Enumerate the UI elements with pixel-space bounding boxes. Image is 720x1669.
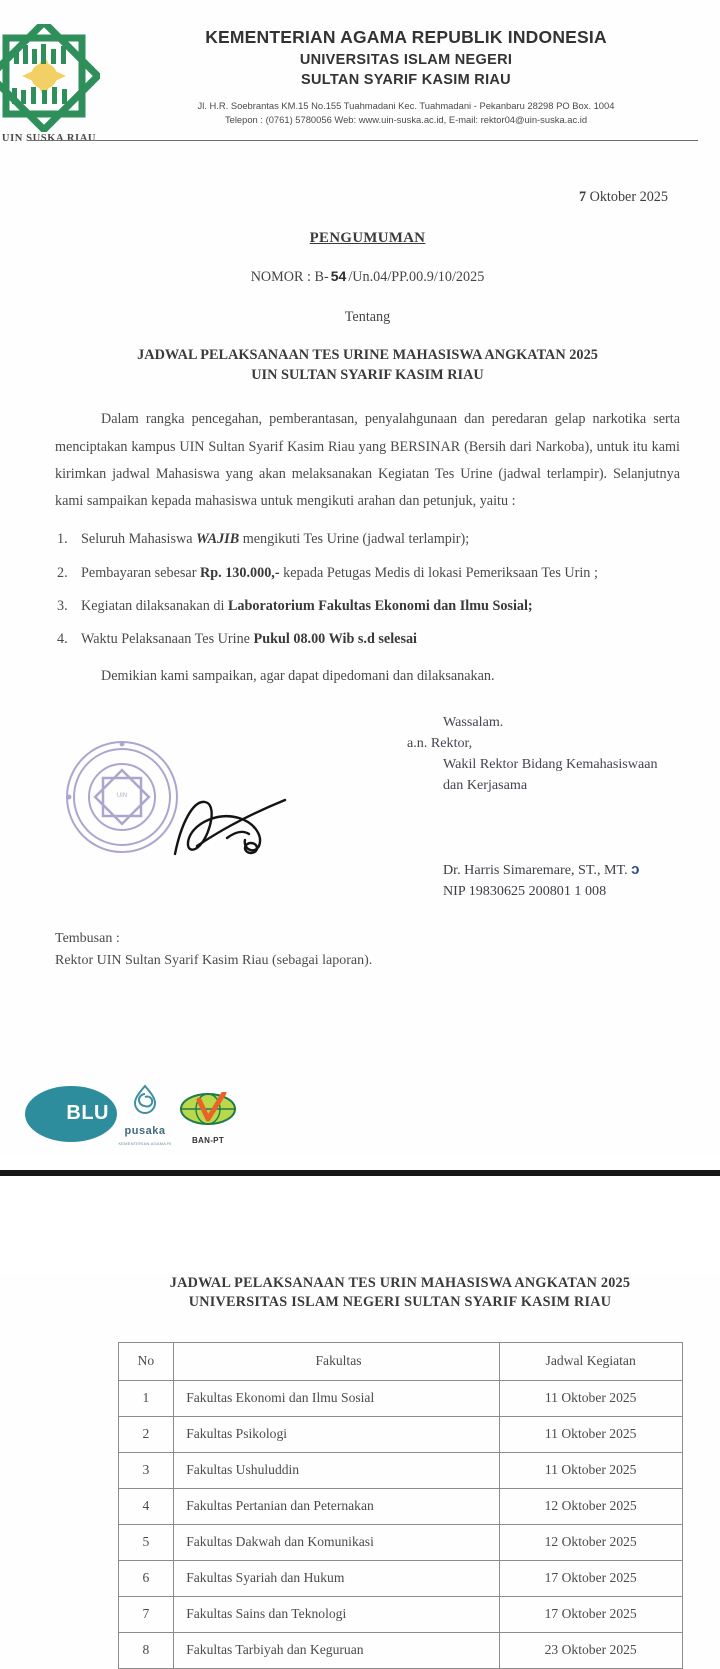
cell-fakultas: Fakultas Sains dan Teknologi	[174, 1596, 500, 1632]
ministry-name: KEMENTERIAN AGAMA REPUBLIK INDONESIA	[205, 27, 607, 47]
schedule-title-line-2: UNIVERSITAS ISLAM NEGERI SULTAN SYARIF KASIM RIAU	[188, 1293, 612, 1310]
list-item-pre: Pembayaran sebesar	[81, 564, 200, 581]
letter-body	[0, 186, 720, 1154]
document-subject	[55, 346, 680, 385]
document-title: PENGUMUMAN	[309, 230, 426, 246]
signature-paraf-icon: ↄ	[631, 860, 640, 878]
list-item	[55, 594, 680, 618]
instruction-list	[55, 527, 680, 651]
schedule-title	[40, 1274, 720, 1312]
letterhead	[0, 0, 720, 148]
document-number	[55, 265, 680, 289]
cell-fakultas: Fakultas Syariah dan Hukum	[174, 1560, 500, 1596]
document-number-handwritten: 54	[330, 267, 347, 284]
letter-date	[55, 186, 680, 209]
signature-an-rektor: a.n. Rektor,	[407, 735, 473, 752]
handwritten-signature-icon	[167, 788, 297, 866]
list-item-emphasis: Pukul 08.00 Wib s.d selesai	[253, 630, 417, 647]
tembusan-block	[55, 928, 680, 971]
signature-nip: NIP 19830625 200801 1 008	[443, 883, 607, 900]
logo-caption: UIN SUSKA RIAU	[1, 133, 97, 144]
signature-name	[407, 859, 680, 882]
cell-jadwal: 11 Oktober 2025	[499, 1380, 682, 1416]
list-item-number: 4.	[57, 630, 68, 647]
cell-fakultas: Fakultas Ushuluddin	[174, 1452, 500, 1488]
page-separator	[0, 1170, 720, 1176]
list-item-post: kepada Petugas Medis di lokasi Pemeriksaan Tes Urin ;	[279, 564, 598, 581]
cell-no: 8	[118, 1632, 174, 1668]
cell-fakultas: Fakultas Psikologi	[174, 1416, 500, 1452]
cell-no: 2	[118, 1416, 174, 1452]
signer-name-text: Dr. Harris Simaremare, ST., MT.	[443, 861, 628, 878]
cell-no: 5	[118, 1524, 174, 1560]
table-row	[118, 1632, 682, 1668]
letter-date-day: 7	[578, 189, 587, 205]
list-item	[55, 561, 680, 585]
footer-logos	[55, 1068, 680, 1154]
cell-fakultas: Fakultas Pertanian dan Peternakan	[174, 1488, 500, 1524]
university-logo-block	[0, 24, 110, 144]
cell-jadwal: 23 Oktober 2025	[499, 1632, 682, 1668]
signature-block	[55, 712, 680, 902]
subject-line-1: JADWAL PELAKSANAAN TES URINE MAHASISWA ANGKATAN 2025	[137, 346, 598, 363]
list-item-pre: Seluruh Mahasiswa	[81, 531, 197, 548]
list-item-emphasis: WAJIB	[196, 531, 240, 548]
cell-jadwal: 17 Oktober 2025	[499, 1596, 682, 1632]
svg-text:UIN: UIN	[116, 793, 128, 800]
pusaka-droplet-icon	[132, 1084, 158, 1114]
column-header-fakultas: Fakultas	[174, 1342, 500, 1380]
list-item-emphasis: Laboratorium Fakultas Ekonomi dan Ilmu Sosial;	[227, 597, 533, 614]
pusaka-logo-subtext: KEMENTERIAN AGAMA RI	[118, 1141, 172, 1147]
list-item-number: 2.	[57, 564, 68, 581]
cell-no: 6	[118, 1560, 174, 1596]
address-line-2: Telepon : (0761) 5780056 Web: www.uin-suska.ac.id, E-mail: rektor04@uin-suska.ac.id	[224, 114, 588, 126]
letter-date-rest: Oktober 2025	[586, 189, 668, 205]
official-stamp-icon	[63, 738, 181, 856]
cell-jadwal: 11 Oktober 2025	[499, 1416, 682, 1452]
letter-closing: Demikian kami sampaikan, agar dapat dipedomani dan dilaksanakan.	[101, 668, 495, 685]
list-item	[55, 627, 680, 651]
cell-fakultas: Fakultas Ekonomi dan Ilmu Sosial	[174, 1380, 500, 1416]
list-item	[55, 527, 680, 551]
cell-jadwal: 12 Oktober 2025	[499, 1488, 682, 1524]
university-label: UNIVERSITAS ISLAM NEGERI	[299, 51, 513, 68]
cell-no: 7	[118, 1596, 174, 1632]
subject-line-2: UIN SULTAN SYARIF KASIM RIAU	[251, 366, 484, 383]
banpt-logo-text: BAN-PT	[191, 1135, 225, 1145]
table-row	[118, 1416, 682, 1452]
banpt-globe-icon	[179, 1092, 237, 1128]
signature-wassalam: Wassalam.	[443, 714, 504, 731]
tembusan-recipient: Rektor UIN Sultan Syarif Kasim Riau (sebagai laporan).	[55, 952, 373, 968]
schedule-title-line-1: JADWAL PELAKSANAAN TES URIN MAHASISWA ANGKATAN 2025	[169, 1274, 631, 1291]
document-number-prefix: NOMOR : B-	[250, 268, 329, 285]
table-row	[118, 1452, 682, 1488]
table-row	[118, 1380, 682, 1416]
uin-suska-logo-icon	[0, 24, 100, 132]
cell-jadwal: 12 Oktober 2025	[499, 1524, 682, 1560]
blu-logo	[25, 1086, 117, 1142]
letterhead-divider	[28, 140, 698, 141]
table-row	[118, 1524, 682, 1560]
list-item-number: 3.	[57, 597, 68, 614]
column-header-no: No	[118, 1342, 174, 1380]
letterhead-text	[120, 26, 692, 128]
tembusan-label: Tembusan :	[55, 931, 120, 947]
list-item-pre: Waktu Pelaksanaan Tes Urine	[81, 630, 254, 647]
column-header-jadwal: Jadwal Kegiatan	[499, 1342, 682, 1380]
schedule-table	[118, 1342, 683, 1669]
table-header-row	[118, 1342, 682, 1380]
banpt-logo	[177, 1092, 239, 1148]
list-item-number: 1.	[57, 531, 68, 548]
cell-no: 1	[118, 1380, 174, 1416]
letter-paragraph: Dalam rangka pencegahan, pemberantasan, penyalahgunaan dan peredaran gelap narkotika serta menciptakan kampus UIN Sultan Syarif Kasim Riau yang BERSINAR (Bersih dari Narkoba), untuk itu kami kirimkan jadwal Mahasiswa yang akan melaksanakan Kegiatan Tes Urine (jadwal terlampir). Selanjutnya kami sampaikan kepada mahasiswa untuk mengikuti arahan dan petunjuk, yaitu :	[55, 411, 680, 510]
list-item-emphasis: Rp. 130.000,-	[199, 564, 280, 581]
address-line-1: Jl. H.R. Soebrantas KM.15 No.155 Tuahmadani Kec. Tuahmadani - Pekanbaru 28298 PO Box. 1004	[197, 99, 615, 111]
document-page-2	[0, 1274, 720, 1669]
cell-jadwal: 17 Oktober 2025	[499, 1560, 682, 1596]
university-name: SULTAN SYARIF KASIM RIAU	[301, 71, 511, 88]
signature-position-line-1: Wakil Rektor Bidang Kemahasiswaan	[443, 756, 658, 773]
table-row	[118, 1560, 682, 1596]
cell-jadwal: 11 Oktober 2025	[499, 1452, 682, 1488]
about-label: Tentang	[344, 308, 391, 325]
list-item-pre: Kegiatan dilaksanakan di	[81, 597, 228, 614]
table-row	[118, 1488, 682, 1524]
cell-no: 3	[118, 1452, 174, 1488]
signature-position-line-2: dan Kerjasama	[443, 777, 528, 794]
document-number-suffix: /Un.04/PP.00.9/10/2025	[348, 268, 485, 285]
cell-fakultas: Fakultas Dakwah dan Komunikasi	[174, 1524, 500, 1560]
blu-logo-text: BLU	[66, 1102, 109, 1125]
pusaka-logo	[117, 1084, 173, 1147]
list-item-post: mengikuti Tes Urine (jadwal terlampir);	[239, 531, 470, 548]
cell-no: 4	[118, 1488, 174, 1524]
cell-fakultas: Fakultas Tarbiyah dan Keguruan	[174, 1632, 500, 1668]
table-row	[118, 1596, 682, 1632]
pusaka-logo-text: pusaka	[124, 1125, 166, 1138]
